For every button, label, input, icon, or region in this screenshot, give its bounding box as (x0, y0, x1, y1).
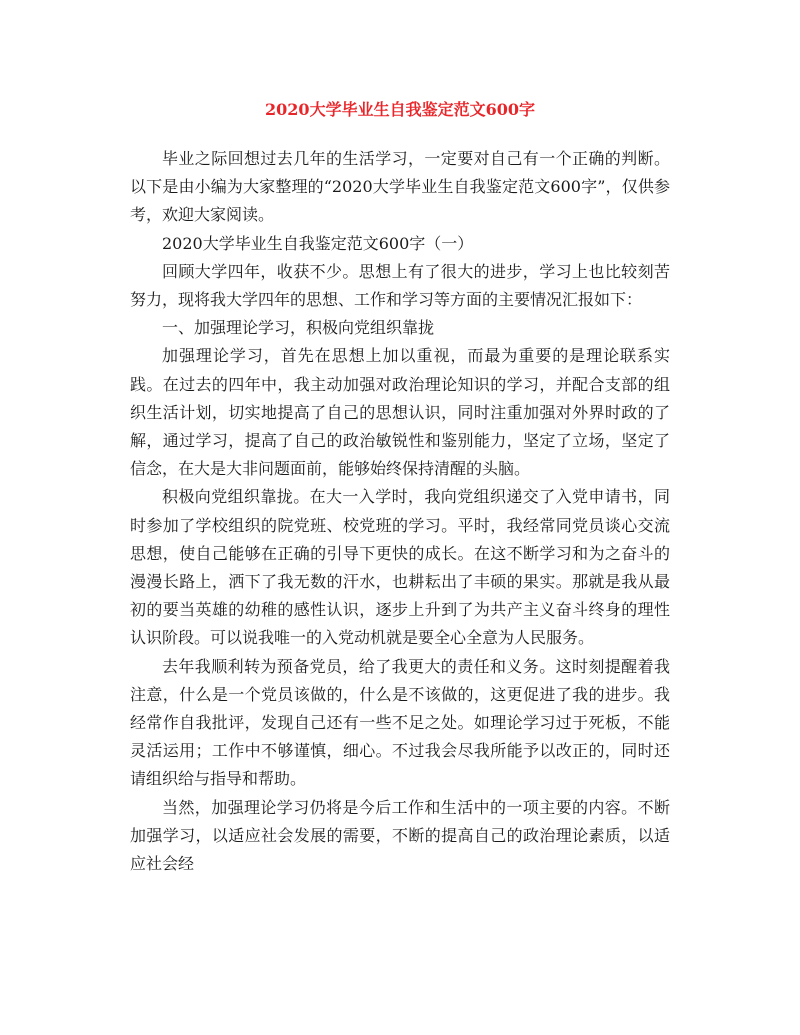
paragraph-continued-study: 当然，加强理论学习仍将是今后工作和生活中的一项主要的内容。不断加强学习，以适应社会发展的需要，不断的提高自己的政治理论素质，以适应社会经 (130, 797, 670, 874)
paragraph-probationary-member: 去年我顺利转为预备党员，给了我更大的责任和义务。这时刻提醒着我注意，什么是一个党员该做的，什么是不该做的，这更促进了我的进步。我经常作自我批评，发现自己还有一些不足之处。如理论学习过于死板，不能灵活运用；工作中不够谨慎，细心。不过我会尽我所能予以改正的，同时还请组织给与指导和帮助。 (130, 656, 670, 789)
paragraph-party-approach: 积极向党组织靠拢。在大一入学时，我向党组织递交了入党申请书，同时参加了学校组织的院党班、校党班的学习。平时，我经常同党员谈心交流思想，使自己能够在正确的引导下更快的成长。在这不断学习和为之奋斗的漫漫长路上，洒下了我无数的汗水，也耕耘出了丰硕的果实。那就是我从最初的要当英雄的幼稚的感性认识，逐步上升到了为共产主义奋斗终身的理性认识阶段。可以说我唯一的入党动机就是要全心全意为人民服务。 (130, 487, 670, 648)
paragraph-subheading-theory: 一、加强理论学习，积极向党组织靠拢 (162, 318, 435, 338)
document-title: 2020大学毕业生自我鉴定范文600字 (265, 100, 535, 119)
document-body (130, 145, 670, 878)
paragraph-review: 回顾大学四年，收获不少。思想上有了很大的进步，学习上也比较刻苦努力，现将我大学四年的思想、工作和学习等方面的主要情况汇报如下： (130, 261, 670, 310)
paragraph-theory-study: 加强理论学习，首先在思想上加以重视，而最为重要的是理论联系实践。在过去的四年中，我主动加强对政治理论知识的学习，并配合支部的组织生活计划，切实地提高了自己的思想认识，同时注重加强对外界时政的了解，通过学习，提高了自己的政治敏锐性和鉴别能力，坚定了立场，坚定了信念，在大是大非问题面前，能够始终保持清醒的头脑。 (130, 346, 670, 479)
paragraph-section-heading: 2020大学毕业生自我鉴定范文600字（一） (162, 233, 474, 253)
paragraph-intro: 毕业之际回想过去几年的生活学习，一定要对自己有一个正确的判断。以下是由小编为大家整理的“2020大学毕业生自我鉴定范文600字”，仅供参考，欢迎大家阅读。 (130, 149, 670, 225)
